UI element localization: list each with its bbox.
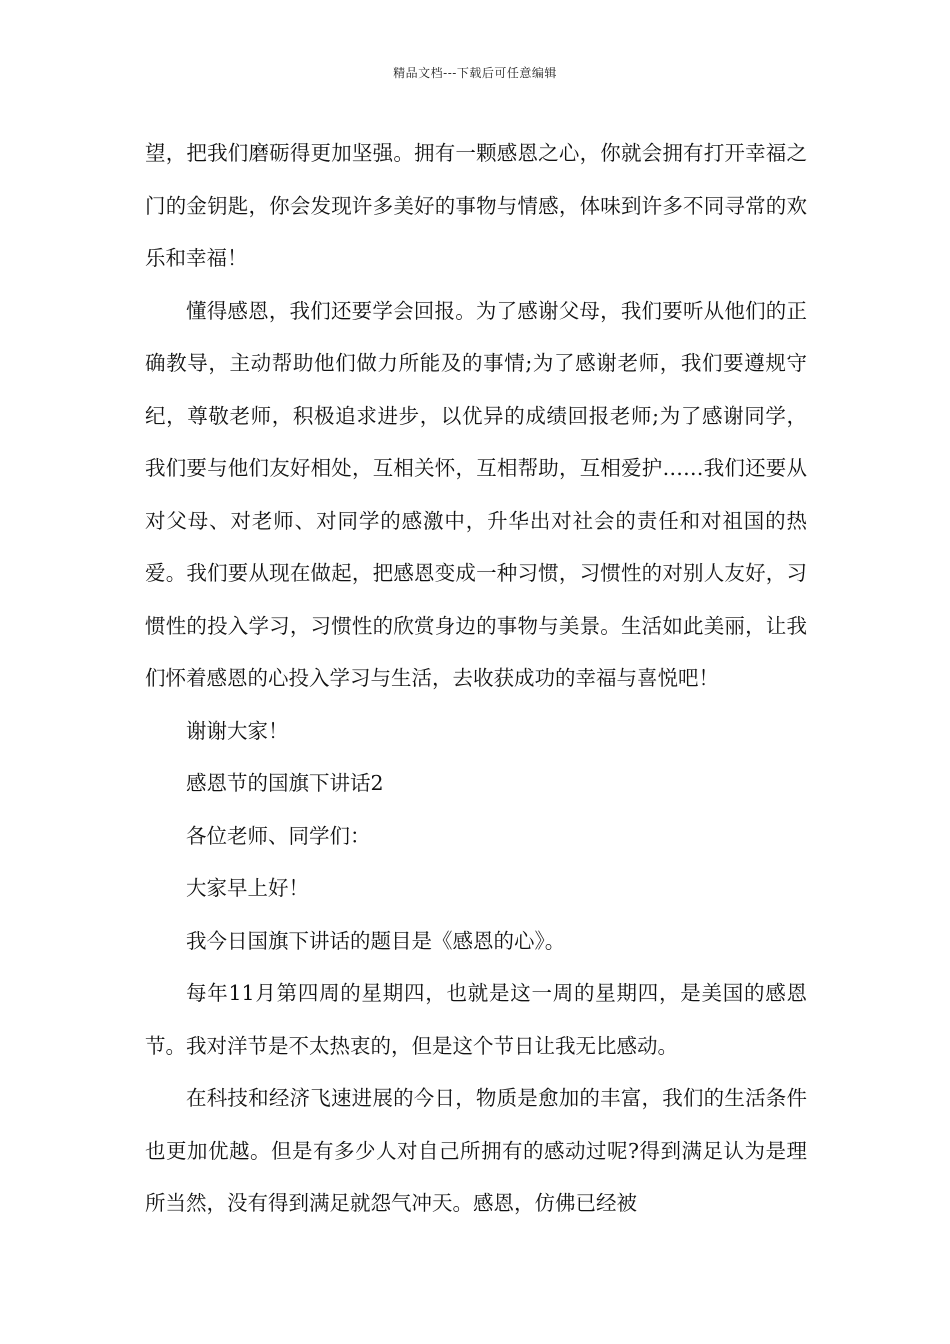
paragraph-gratitude-repay: 懂得感恩，我们还要学会回报。为了感谢父母，我们要听从他们的正确教导，主动帮助他们做力所能及的事情;为了感谢老师，我们要遵规守纪，尊敬老师，积极追求进步，以优异的成绩回报老师;为了感谢同学，我们要与他们友好相处，互相关怀，互相帮助，互相爱护……我们还要从对父母、对老师、对同学的感激中，升华出对社会的责任和对祖国的热爱。我们要从现在做起，把感恩变成一种习惯，习惯性的对别人友好，习惯性的投入学习，习惯性的欣赏身边的事物与美景。生活如此美丽，让我们怀着感恩的心投入学习与生活，去收获成功的幸福与喜悦吧！ <box>145 298 807 690</box>
speech-title: 感恩节的国旗下讲话2 <box>186 771 384 795</box>
speech-topic: 我今日国旗下讲话的题目是《感恩的心》。 <box>186 928 566 953</box>
greeting: 大家早上好！ <box>186 876 309 900</box>
salutation: 各位老师、同学们： <box>186 823 371 848</box>
paragraph-modern-life: 在科技和经济飞速进展的今日，物质是愈加的丰富，我们的生活条件也更加优越。但是有多少人对自己所拥有的感动过呢?得到满足认为是理所当然，没有得到满足就怨气冲天。感恩，仿佛已经被 <box>145 1086 807 1215</box>
page-header: 精品文档---下载后可任意编辑 <box>393 66 557 80</box>
paragraph-thanksgiving: 每年11月第四周的星期四，也就是这一周的星期四，是美国的感恩节。我对洋节是不太热衷的，但是这个节日让我无比感动。 <box>145 981 807 1058</box>
paragraph-thanks: 谢谢大家！ <box>186 718 289 743</box>
paragraph-continuation: 望，把我们磨砺得更加坚强。拥有一颗感恩之心，你就会拥有打开幸福之门的金钥匙，你会发现许多美好的事物与情感，体味到许多不同寻常的欢乐和幸福！ <box>145 141 807 270</box>
document-body <box>145 127 807 1230</box>
